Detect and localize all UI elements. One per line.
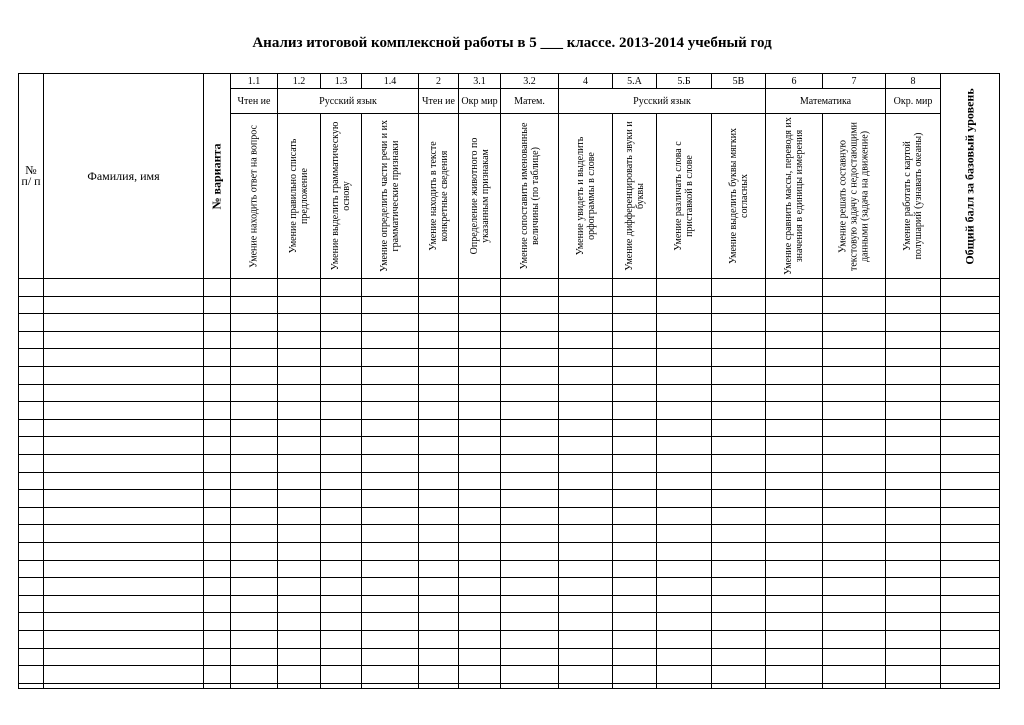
grid-line (18, 489, 1000, 490)
task-number-11: 6 (791, 75, 797, 87)
task-number-4: 2 (436, 75, 441, 87)
skill-13 (886, 114, 940, 278)
task-number-8: 5.А (627, 75, 642, 87)
skill-4-text: Умение находить в тексте конкретные сведения (427, 141, 450, 251)
skill-3-text: Умение определить части речи и их грамматические признаки (379, 120, 401, 272)
grid-line (18, 278, 1000, 279)
grid-line (18, 331, 1000, 332)
grid-line (18, 401, 1000, 402)
task-number-12: 7 (851, 75, 857, 87)
grid-line (18, 296, 1000, 297)
skill-5-text: Определение животного по указанным признакам (468, 137, 491, 255)
task-number-9: 5.Б (677, 75, 691, 87)
grid-line (18, 524, 1000, 525)
skill-10 (712, 114, 765, 278)
skill-11 (766, 114, 822, 278)
task-number-6: 3.2 (523, 75, 536, 87)
skill-7 (559, 114, 612, 278)
variant-header (204, 74, 230, 278)
skill-10-text: Умение выделить буквы мягких согласных (727, 127, 750, 265)
grid-line (18, 313, 1000, 314)
row-number-header: № п/ п (21, 163, 41, 188)
task-number-13: 8 (910, 75, 916, 87)
skill-2 (321, 114, 361, 278)
skill-0-text: Умение находить ответ на вопрос (248, 124, 260, 268)
grid-line (18, 436, 1000, 437)
page-title: Анализ итоговой комплексной работы в 5 ___ классе. 2013-2014 учебный год (252, 35, 772, 51)
name-header: Фамилия, имя (87, 168, 160, 183)
task-number-7: 4 (583, 75, 588, 87)
grid-line (18, 366, 1000, 367)
skill-8-text: Умение дифференцировать звуки и буквы (623, 121, 646, 271)
grid-line (18, 384, 1000, 385)
skill-9-text: Умение различать слова с приставкой в слове (673, 141, 695, 251)
subject-4: Матем. (514, 95, 545, 107)
grid-line (18, 612, 1000, 613)
grid-line (18, 665, 1000, 666)
skill-7-text: Умение увидеть и выделить орфограммы в слове (574, 136, 597, 256)
total-header (941, 74, 999, 278)
skill-12 (823, 114, 885, 278)
grid-line (18, 507, 1000, 508)
task-number-5: 3.1 (473, 75, 486, 87)
skill-2-text: Умение выделить грамматическую основу (330, 121, 352, 271)
variant-header-text: № варианта (209, 142, 224, 210)
skill-1-text: Умение правильно списать предложение (288, 138, 310, 254)
grid-line (18, 454, 1000, 455)
skill-11-text: Умение сравнить массы, переводя их значения в единицы измерения (783, 117, 805, 275)
task-number-3: 1.4 (383, 75, 397, 87)
analysis-table (18, 73, 999, 688)
task-number-0: 1.1 (247, 75, 261, 87)
skill-8 (613, 114, 656, 278)
grid-line (18, 560, 1000, 561)
skill-1 (278, 114, 320, 278)
grid-line (18, 542, 1000, 543)
skill-9 (657, 114, 711, 278)
skill-13-text: Умение работать с картой полушарий (узнавать океаны) (902, 132, 924, 260)
subject-6: Математика (799, 95, 852, 107)
subject-1: Русский язык (319, 95, 377, 107)
grid-line (18, 595, 1000, 596)
subject-2: Чтен ие (422, 95, 455, 107)
grid-line (18, 648, 1000, 649)
grid-line (18, 688, 1000, 689)
task-number-2: 1.3 (334, 75, 348, 87)
skill-6 (501, 114, 558, 278)
task-number-1: 1.2 (292, 75, 306, 87)
grid-line (18, 683, 1000, 684)
grid-line (18, 472, 1000, 473)
subject-5: Русский язык (633, 95, 691, 107)
skill-6-text: Умение сопоставить именованные величины (по таблице) (518, 122, 541, 270)
grid-line (18, 577, 1000, 578)
subject-3: Окр мир (461, 95, 498, 107)
grid-line (18, 630, 1000, 631)
grid-line (999, 73, 1000, 689)
skill-5 (459, 114, 500, 278)
grid-line (18, 348, 1000, 349)
skill-0 (231, 114, 277, 278)
skill-3 (362, 114, 418, 278)
skill-4 (419, 114, 458, 278)
subject-7: Окр. мир (893, 95, 933, 107)
task-number-10: 5В (732, 75, 745, 87)
grid-line (18, 419, 1000, 420)
subject-0: Чтен ие (237, 95, 271, 107)
skill-12-text: Умение решать составную текстовую задачу с недостающими данными (задача на движение) (837, 121, 871, 271)
total-header-text: Общий балл за базовый уровень (962, 87, 977, 265)
